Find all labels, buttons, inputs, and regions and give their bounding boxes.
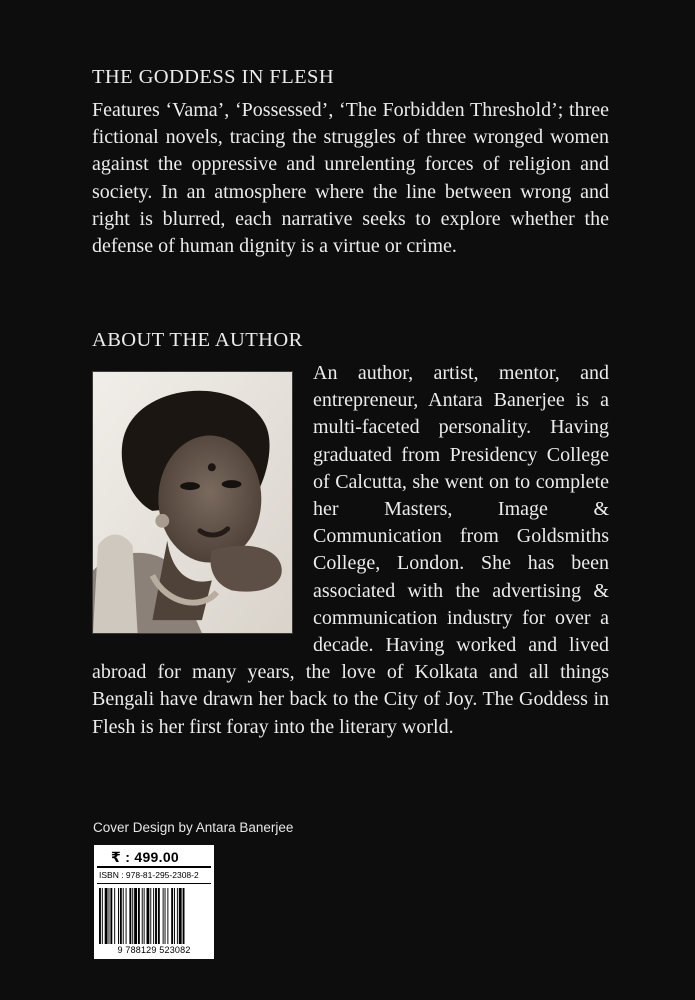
blurb-title: THE GODDESS IN FLESH bbox=[92, 66, 335, 88]
barcode-label bbox=[94, 845, 214, 959]
barcode-icon bbox=[99, 888, 209, 944]
barcode-number: 9 788129 523082 bbox=[117, 945, 191, 955]
author-heading: ABOUT THE AUTHOR bbox=[92, 329, 303, 351]
blurb-text: Features ‘Vama’, ‘Possessed’, ‘The Forbidden Threshold’; three fictional novels, tracing the struggles of three wronged women against the oppressive and unrelenting forces of religion and society. In an atmosphere where the line between wrong and right is blurred, each narrative seeks to explore whether the defense of human dignity is a virtue or crime. bbox=[92, 99, 609, 258]
author-section bbox=[92, 360, 609, 741]
isbn: ISBN : 978-81-295-2308-2 bbox=[97, 868, 211, 884]
author-photo bbox=[92, 371, 293, 634]
author-bio: An author, artist, mentor, and entrepreneur, Antara Banerjee is a multi-faceted personality. Having graduated from Presidency College of Calcutta, she went on to complete her Masters, Image & Communication from Goldsmiths College, London. She has been associated with the advertising & communication industry for over a decade. Having worked and lived abroad for many years, the love of Kolkata and all things Bengali have drawn her back to the City of Joy. The Goddess in Flesh is her first foray into the literary world. bbox=[92, 362, 609, 738]
cover-credit: Cover Design by Antara Banerjee bbox=[93, 820, 294, 835]
price: ₹ : 499.00 bbox=[97, 848, 211, 868]
